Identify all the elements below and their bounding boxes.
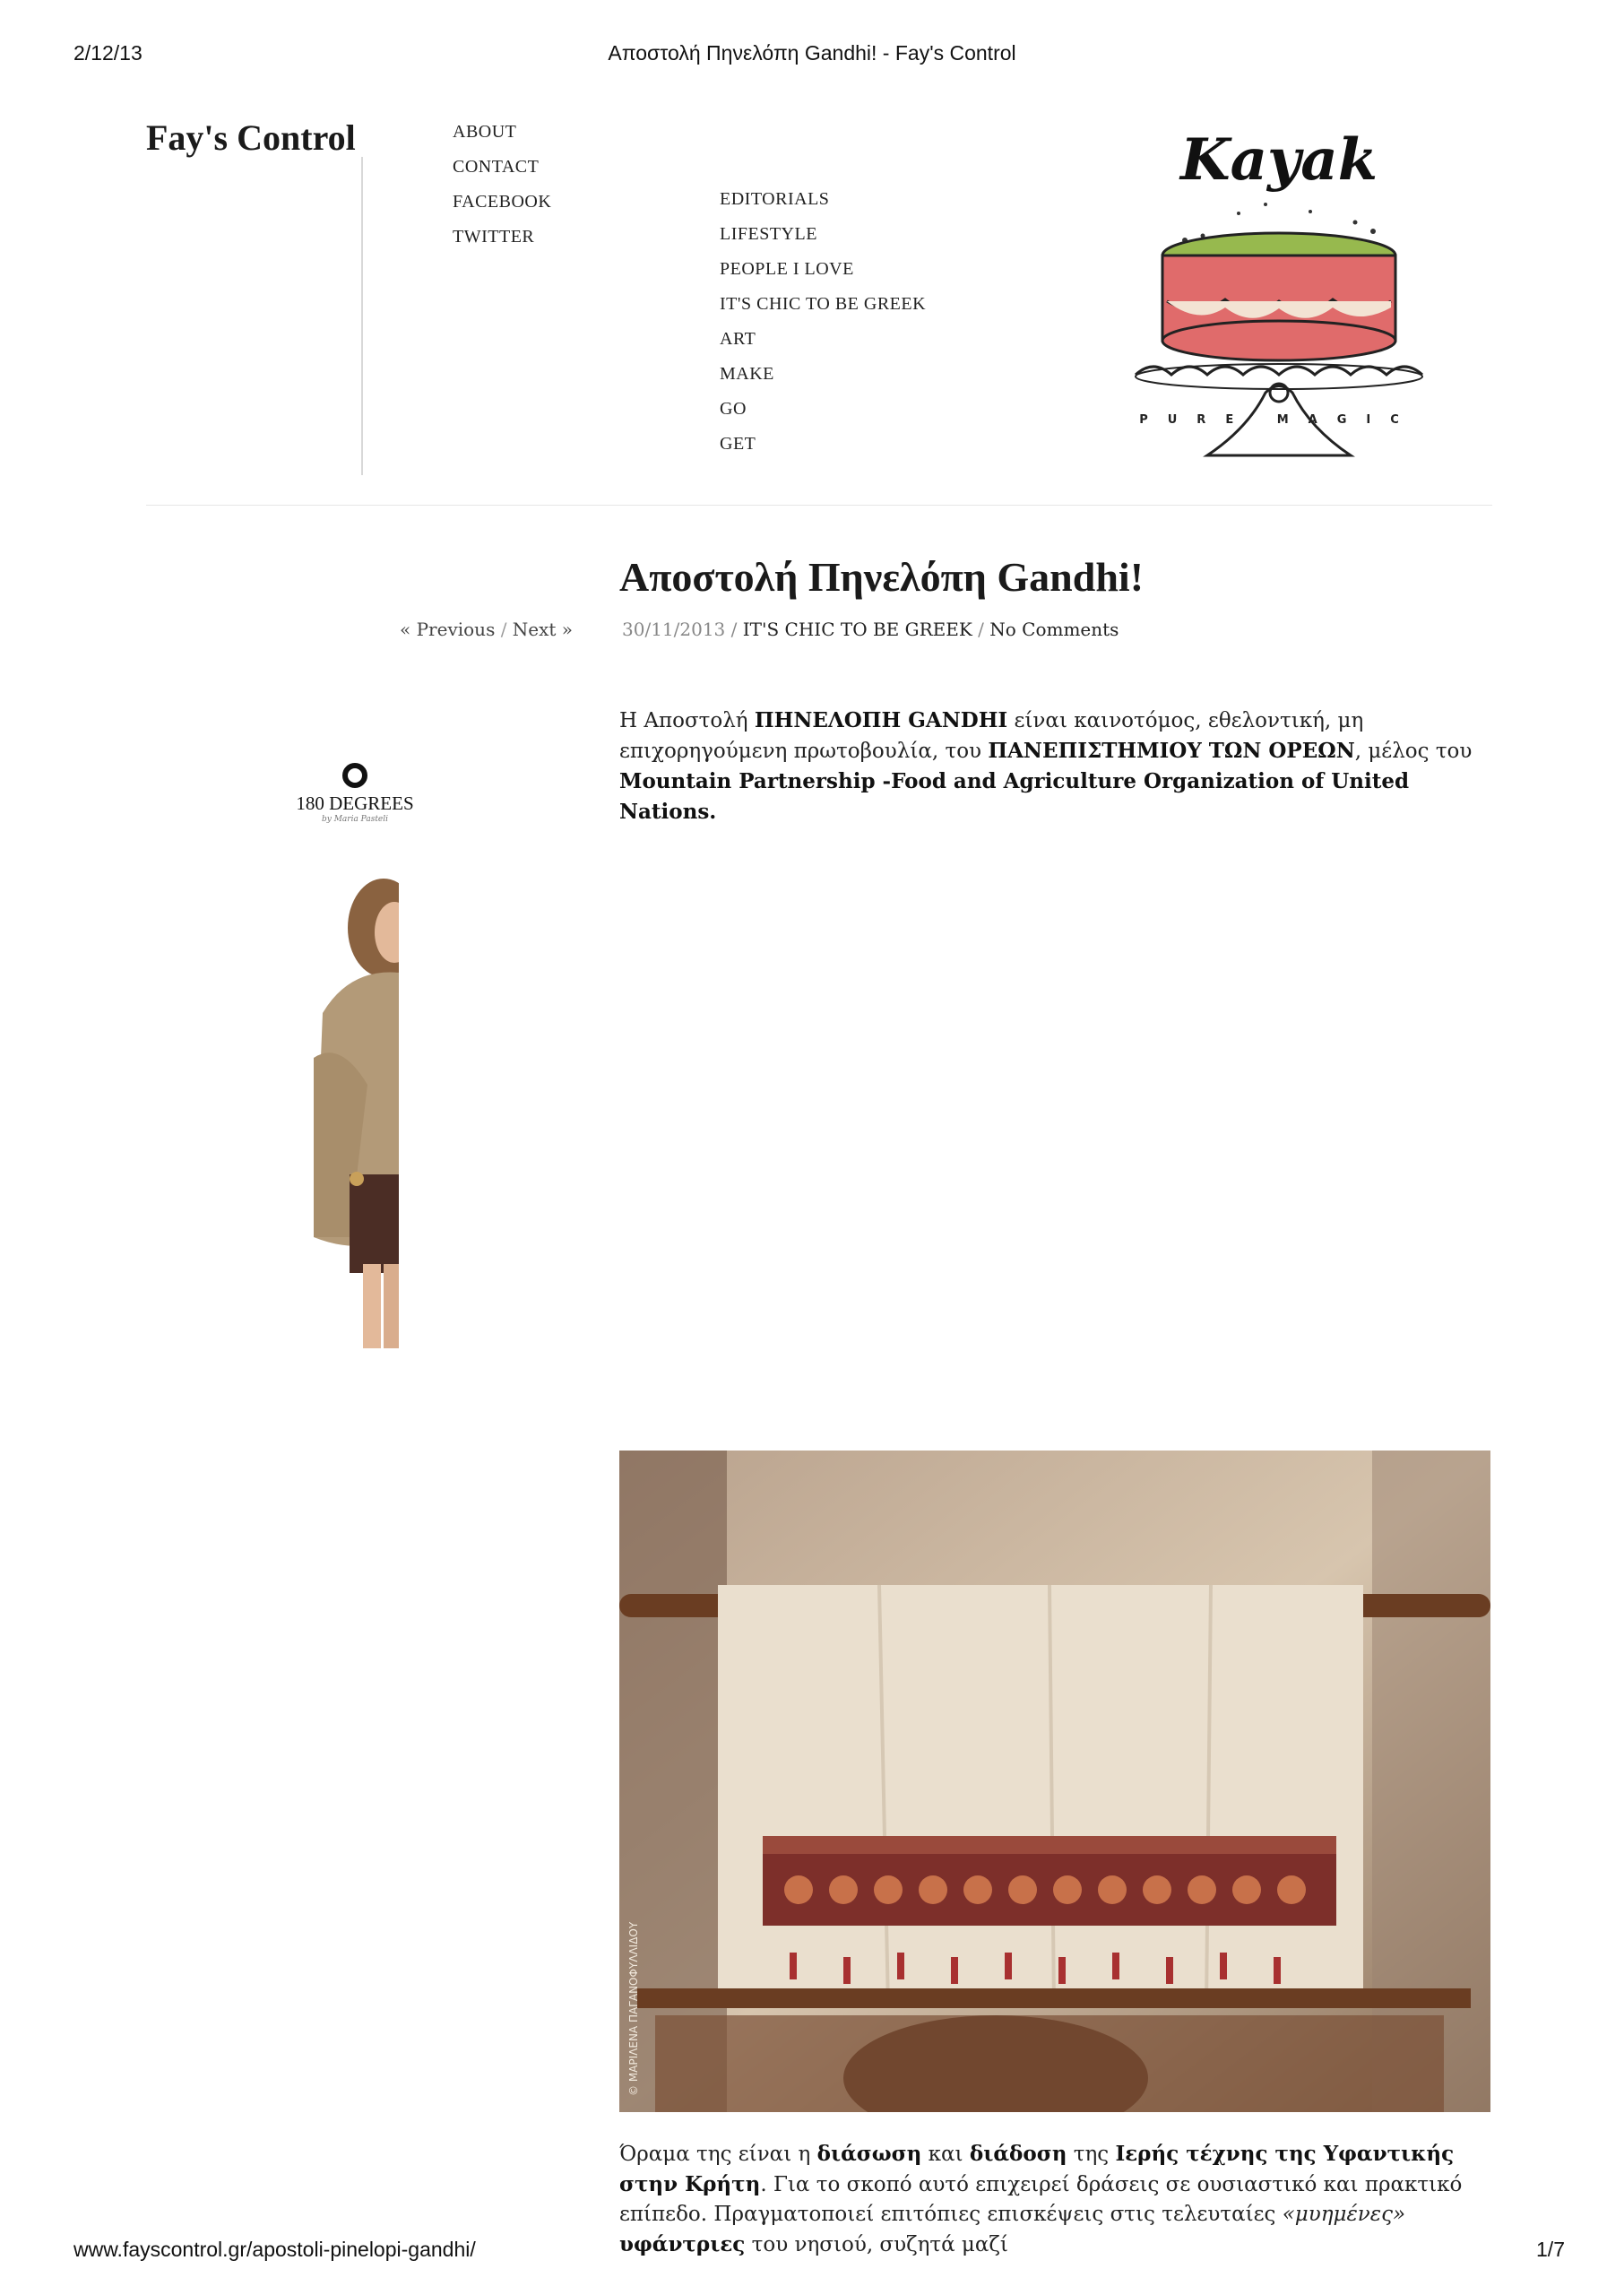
post-title: Αποστολή Πηνελόπη Gandhi! [619,554,1145,600]
print-page-number: 1/7 [1536,2238,1565,2261]
loom-photo[interactable] [619,1451,1490,2112]
header-separator [146,505,1492,506]
model-photo-illustration [314,879,419,1348]
sidebar-ad-photo[interactable] [314,879,419,1348]
text-run: Όραμα της είναι η [619,2143,817,2166]
italic-run: «μυημένες» [1282,2203,1406,2226]
meta-separator: / [978,619,990,640]
bold-run: ΠΗΝΕΛΟΠΗ GANDHI [754,708,1008,732]
next-link[interactable]: Next » [512,619,574,640]
print-page-title: Αποστολή Πηνελόπη Gandhi! - Fay's Control [608,41,1016,65]
nav-item-art[interactable]: ART [720,329,756,349]
text-run: είναι καινοτόμος, εθελοντική, μη επιχορηγούμενη πρωτοβουλία, του [619,709,1364,763]
meta-separator: / [730,619,743,640]
pagination-separator: / [500,619,513,640]
site-title[interactable]: Fay's Control [146,117,356,158]
header-divider [361,157,363,475]
cake-icon [1131,124,1427,469]
text-run: . Για το σκοπό αυτό επιχειρεί δράσεις σε ουσιαστικό και πρακτικό επίπεδο. Πραγματοποιεί επιτόπιες επισκέψεις στις τελευταίες [619,2173,1463,2226]
bold-run: διάδοση [969,2142,1067,2166]
post-paragraph-1 [619,706,1490,827]
bold-run: Ιερής τέχνης της Υφαντικής στην Κρήτη [619,2142,1455,2196]
nav-item-lifestyle[interactable]: LIFESTYLE [720,224,817,244]
text-run: της [1067,2143,1116,2166]
photo-credit: © ΜΑΡΙΛΕΝΑ ΠΑΓΑΝΟΦΥΛΛΙΔΟΥ [627,1921,640,2096]
bold-run: ΠΑΝΕΠΙΣΤΗΜΙΟΥ ΤΩΝ ΟΡΕΩΝ [988,739,1355,763]
category-nav [720,182,926,462]
post-comments-link[interactable]: No Comments [989,619,1119,640]
post-paragraph-2 [619,2139,1490,2260]
post-date: 30/11/2013 [622,619,726,640]
nav-item-get[interactable]: GET [720,434,756,454]
post-category-link[interactable]: IT'S CHIC TO BE GREEK [742,619,972,640]
ad-brand: 180 DEGREES [296,792,414,814]
text-run: και [921,2143,970,2166]
nav-item-editorials[interactable]: EDITORIALS [720,189,830,209]
bold-run: διάσωση [816,2142,922,2166]
loom-textile-illustration [619,1451,1490,2112]
nav-item-go[interactable]: GO [720,399,747,419]
kayak-logo[interactable] [1131,124,1427,469]
ad-subtitle: by Maria Pasteli [321,815,389,824]
nav-item-people-i-love[interactable]: PEOPLE I LOVE [720,259,854,279]
previous-link[interactable]: « Previous [400,619,496,640]
top-nav [453,115,551,255]
nav-item-about[interactable]: ABOUT [453,122,517,142]
sidebar-ad-logo[interactable] [292,762,418,824]
text-run: Η Αποστολή [619,709,755,732]
print-url: www.fayscontrol.gr/apostoli-pinelopi-gandhi/ [73,2238,476,2261]
text-run: του νησιού, συζητά μαζί [745,2233,1008,2256]
kayak-tagline: PURE MAGIC [1139,413,1419,427]
bold-run: Mountain Partnership -Food and Agriculture Organization of United Nations. [619,769,1410,824]
nav-item-chic-to-be-greek[interactable]: IT'S CHIC TO BE GREEK [720,294,927,314]
circle-logo-icon [341,762,368,789]
nav-item-twitter[interactable]: TWITTER [453,227,535,247]
kayak-wordmark: Kayak [1179,126,1378,194]
nav-item-contact[interactable]: CONTACT [453,157,540,177]
nav-item-make[interactable]: MAKE [720,364,774,384]
post-pagination [400,619,573,640]
bold-run: υφάντριες [619,2232,746,2256]
text-run: , μέλος του [1354,740,1473,763]
post-meta [622,619,1119,640]
nav-item-facebook[interactable]: FACEBOOK [453,192,552,212]
print-date: 2/12/13 [73,41,143,65]
